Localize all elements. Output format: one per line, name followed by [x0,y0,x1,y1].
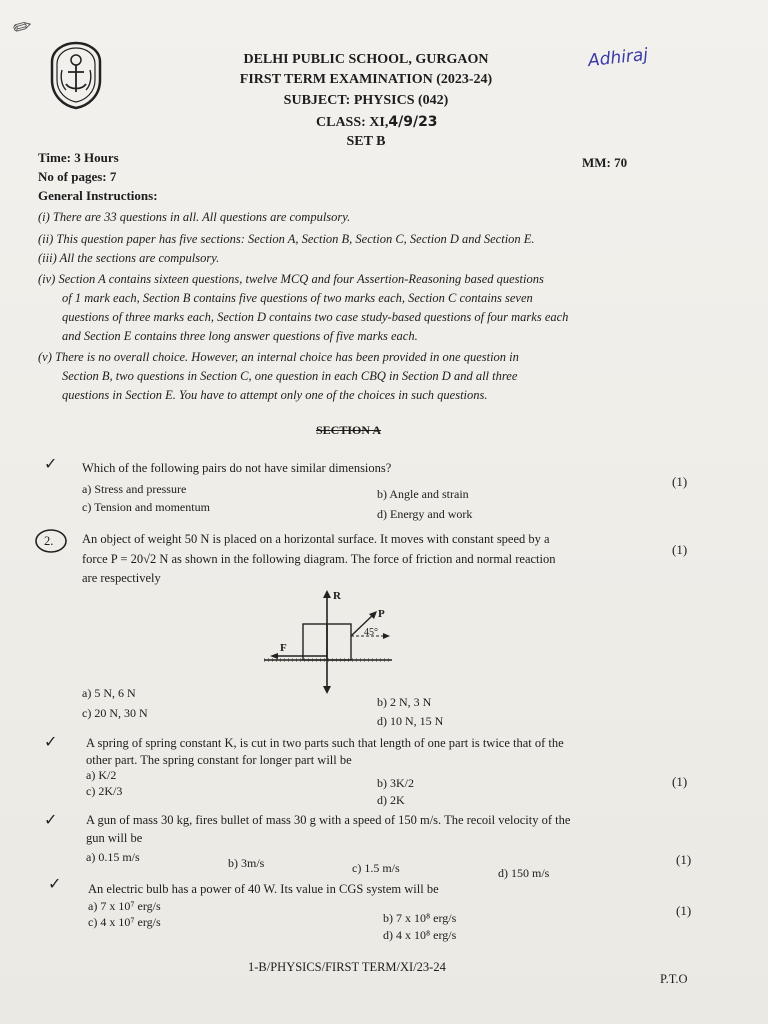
pto-label: P.T.O [660,972,688,986]
instruction-item: and Section E contains three long answer questions of five marks each. [62,329,418,343]
option: a) 5 N, 6 N [82,686,136,700]
question-text: A spring of spring constant K, is cut in two parts such that length of one part is twice that of the [86,736,564,750]
option: c) 1.5 m/s [352,861,400,875]
option: b) 3m/s [228,856,265,870]
subject-line: SUBJECT: PHYSICS (042) [283,93,449,108]
question-text: An electric bulb has a power of 40 W. Its value in CGS system will be [88,882,439,896]
instruction-item: questions of three marks each, Section D contains two case study-based questions of four marks each [62,310,569,324]
section-title: SECTION A [316,423,382,437]
time-label: Time: 3 Hours [38,150,119,165]
diagram-label-p: P [378,608,385,620]
option: c) 2K/3 [86,784,123,798]
option: d) 10 N, 15 N [377,714,444,728]
instruction-item: (iii) All the sections are compulsory. [38,251,220,265]
school-logo [48,40,104,110]
instruction-item: questions in Section E. You have to attempt only one of the choices in such questions. [62,388,488,402]
option: a) Stress and pressure [82,482,187,496]
option: d) 2K [377,793,405,807]
instruction-item: Section B, two questions in Section C, one question in each CBQ in Section D and all three [62,369,518,383]
option: a) K/2 [86,768,117,782]
check-mark-icon: ✓ [44,456,58,473]
question-marks: (1) [676,852,692,867]
option: b) 7 x 10⁸ erg/s [383,911,457,925]
student-signature: Adhiraj [587,44,649,72]
option: a) 0.15 m/s [86,850,140,864]
question-text: A gun of mass 30 kg, fires bullet of mass 30 g with a speed of 150 m/s. The recoil velocity of the [86,813,571,827]
instruction-item: (ii) This question paper has five sections: Section A, Section B, Section C, Section D and Section E. [38,232,535,246]
diagram-angle: 45° [364,627,378,638]
class-date: 4/9/23 [388,114,438,130]
check-mark-icon: ✓ [48,876,62,893]
pages-label: No of pages: 7 [38,169,117,184]
option: b) 3K/2 [377,776,414,790]
instructions-heading: General Instructions: [38,188,158,203]
question-text: Which of the following pairs do not have similar dimensions? [82,461,392,475]
question-text: gun will be [86,831,143,845]
set-label: SET B [346,134,386,149]
check-mark-icon: ✓ [44,734,58,751]
question-marks: (1) [672,474,688,489]
question-number: 2. [44,534,54,548]
question-text: other part. The spring constant for longer part will be [86,753,352,767]
check-mark-icon: ✓ [44,812,58,829]
instruction-item: of 1 mark each, Section B contains five questions of two marks each, Section C contains seven [62,291,533,305]
option: c) 20 N, 30 N [82,706,148,720]
option: a) 7 x 10⁷ erg/s [88,899,161,913]
option: d) 150 m/s [498,866,550,880]
diagram-label-f: F [280,642,287,654]
question-marks: (1) [676,903,692,918]
pen-scribble-icon: ✎ [7,12,39,41]
school-name: DELHI PUBLIC SCHOOL, GURGAON [243,52,489,67]
question-marks: (1) [672,774,688,789]
class-label: CLASS: XI, [316,115,389,130]
question-text: are respectively [82,571,161,585]
instruction-item: (i) There are 33 questions in all. All questions are compulsory. [38,210,351,224]
max-marks: MM: 70 [582,155,628,170]
option: c) Tension and momentum [82,500,210,514]
option: d) Energy and work [377,507,473,521]
paper-code: 1-B/PHYSICS/FIRST TERM/XI/23-24 [248,960,446,974]
diagram-label-r: R [333,590,341,602]
question-text: force P = 20√2 N as shown in the following diagram. The force of friction and normal reaction [82,552,556,566]
question-text: An object of weight 50 N is placed on a horizontal surface. It moves with constant speed by a [82,532,550,546]
option: b) Angle and strain [377,487,469,501]
instruction-item: (v) There is no overall choice. However, an internal choice has been provided in one question in [38,350,519,364]
option: d) 4 x 10⁸ erg/s [383,928,457,942]
option: c) 4 x 10⁷ erg/s [88,915,161,929]
class-line [316,114,438,131]
exam-title: FIRST TERM EXAMINATION (2023-24) [239,72,493,87]
force-diagram [256,584,396,696]
option: b) 2 N, 3 N [377,695,432,709]
instruction-item: (iv) Section A contains sixteen questions, twelve MCQ and four Assertion-Reasoning based questions [38,272,544,286]
question-marks: (1) [672,542,688,557]
